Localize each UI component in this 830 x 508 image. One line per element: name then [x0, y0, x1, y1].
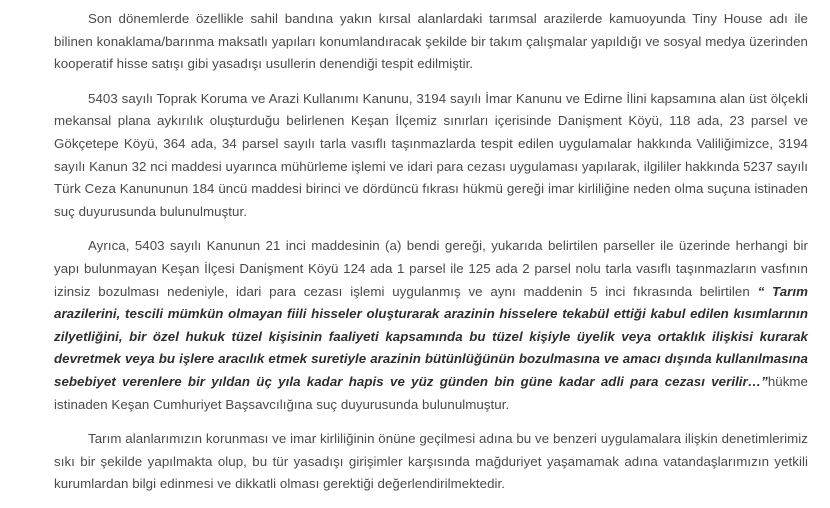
paragraph-conclusion: Tarım alanlarımızın korunması ve imar kirliliğinin önüne geçilmesi adına bu ve benzeri uygulamalara ilişkin denetimlerimiz sıkı bir şekilde yapılmakta olup, bu tür yasadışı girişimler karşısında mağduriyet yaşamamak adına vatandaşlarımızın yetkili kurumlardan bilgi edinmesi ve dikkatli olması gerektiği değerlendirilmektedir.	[54, 431, 808, 492]
paragraph-intro: Son dönemlerde özellikle sahil bandına yakın kırsal alanlardaki tarımsal arazilerde kamuoyunda Tiny House adı ile bilinen konaklama/barınma maksatlı yapıları konumlandıracak şekilde bir takım çalışmalar yapıldığı ve sosyal medya üzerinden kooperatif hisse satışı gibi yasadışı usullerin denendiği tespit edilmiştir.	[54, 11, 808, 72]
paragraph-law-quote	[54, 235, 808, 416]
law-article-quote: “ Tarım arazilerini, tescili mümkün olmayan fiili hisseler oluşturarak arazinin hisselere tekabül ettiği kabul edilen kısımlarının zilyetliğini, bir özel hukuk tüzel kişisinin faaliyeti kapsamında bu tüzel kişiyle üyelik veya ortaklık ilişkisi kurarak devretmek veya bu işlere aracılık etmek suretiyle arazinin bütünlüğünün bozulmasına ve amacı dışında kullanılmasına sebebiyet verenlere bir yıldan üç yıla kadar hapis ve yüz günden bin güne kadar adli para cezası verilir…”	[54, 283, 808, 389]
paragraph-law-quote-lead: Ayrıca, 5403 sayılı Kanunun 21 inci maddesinin (a) bendi gereği, yukarıda belirtilen parseller ile üzerinde herhangi bir yapı bulunmayan Keşan İlçesi Danişment Köyü 124 ada 1 parsel ile 125 ada 2 parsel nolu tarla vasıflı taşınmazların vasfının izinsiz bozulması nedeniyle, idari para cezası işlemi uygulanmış ve aynı maddenin 5 inci fıkrasında belirtilen	[54, 238, 808, 299]
document-body	[54, 8, 808, 508]
paragraph-law-quote-tail: hükme istinaden Keşan Cumhuriyet Başsavcılığına suç duyurusunda bulunulmuştur.	[54, 373, 808, 412]
paragraph-legal-action: 5403 sayılı Toprak Koruma ve Arazi Kullanımı Kanunu, 3194 sayılı İmar Kanunu ve Edirne İlini kapsamına alan üst ölçekli mekansal plana aykırılık oluşturduğu belirlenen Keşan İlçemiz sınırları içerisinde Danişment Köyü, 118 ada, 23 parsel ve Gökçetepe Köyü, 364 ada, 34 parsel sayılı tarla vasıflı taşınmazlarda tespit edilen uygulamalar hakkında Valiliğimizce, 3194 sayılı Kanun 32 nci maddesi uyarınca mühürleme işlemi ve idari para cezası uygulaması yapılarak, ilgililer hakkında 5237 sayılı Türk Ceza Kanununun 184 üncü maddesi birinci ve dördüncü fıkrası hükmü gereği imar kirliliğine neden olma suçuna istinaden suç duyurusunda bulunulmuştur.	[54, 90, 808, 219]
